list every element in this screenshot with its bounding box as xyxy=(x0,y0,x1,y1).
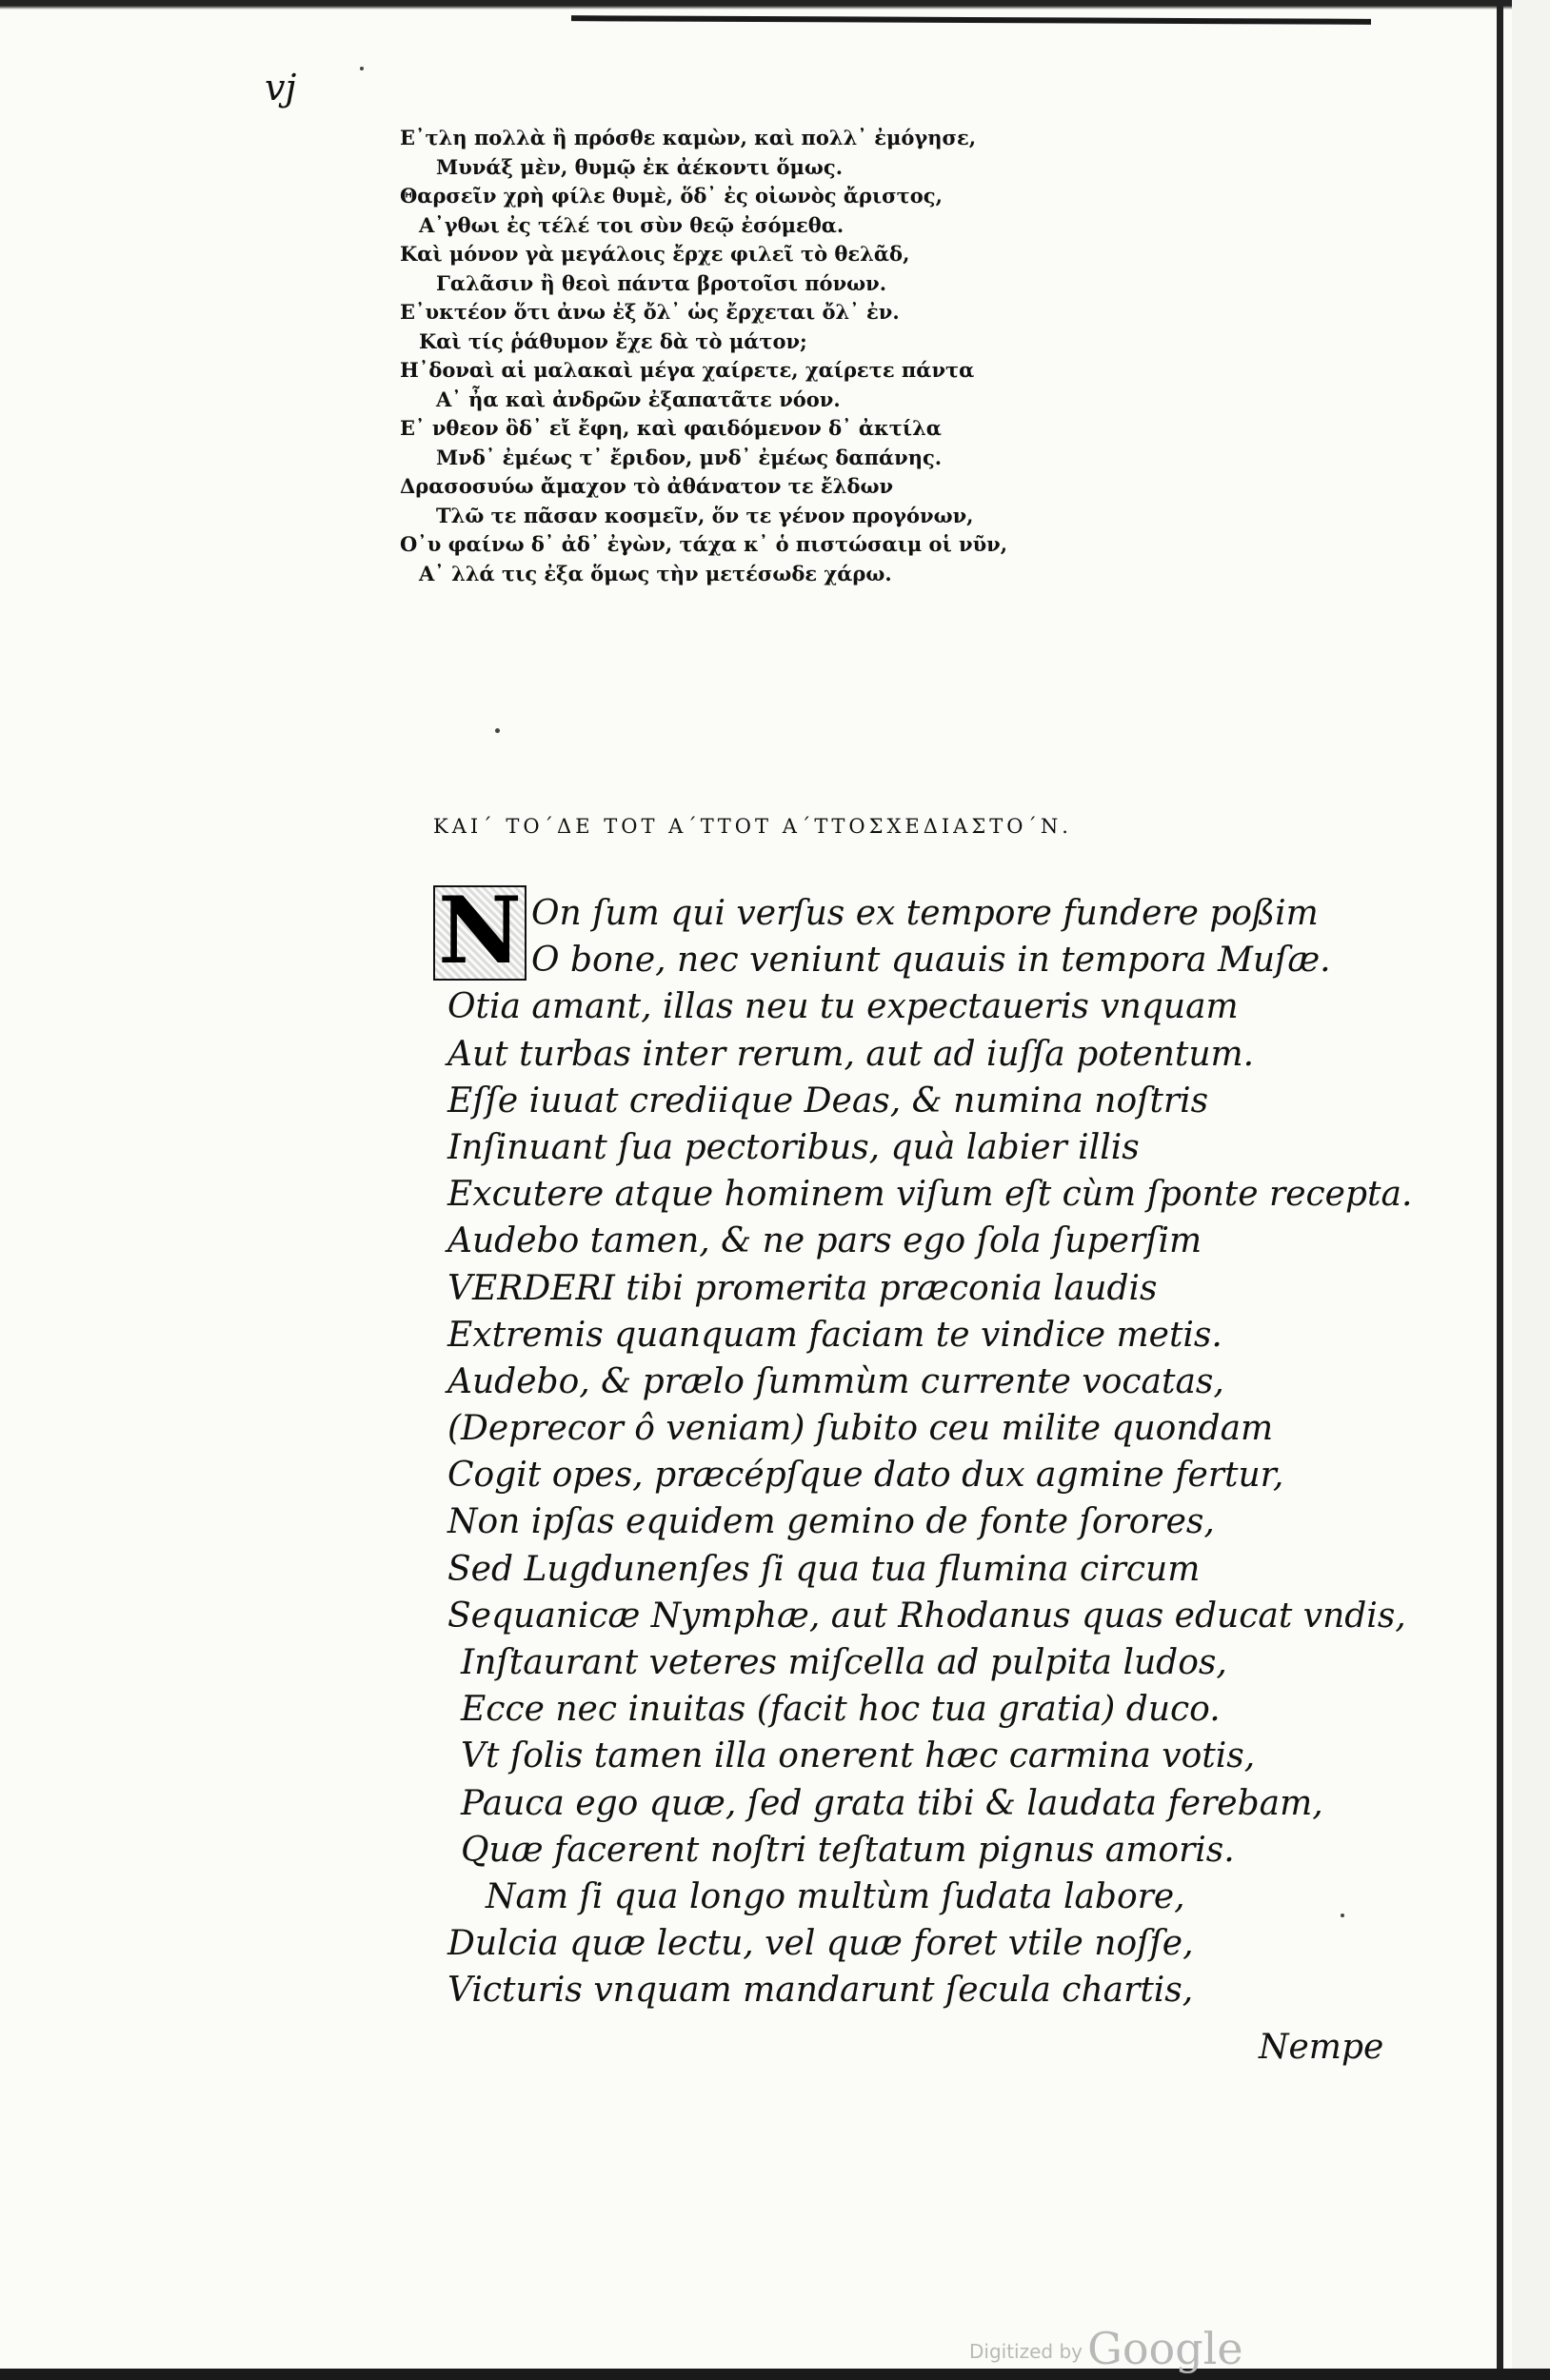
google-logo: Google xyxy=(1087,2323,1243,2374)
greek-line: Ο᾿υ φαίνω δ᾿ ἀδ᾿ ἐγὼν, τάχα κ᾿ ὁ πιστώσαιμ οἱ νῦν, xyxy=(400,532,1008,556)
latin-line: Excutere atque hominem viſum eſt cùm ſponte recepta. xyxy=(447,1175,1413,1215)
greek-poem xyxy=(400,124,1066,588)
ink-speck xyxy=(495,728,500,733)
ink-speck xyxy=(1341,1914,1344,1917)
greek-line: Η᾿δοναὶ αἱ μαλακαὶ μέγα χαίρετε, χαίρετε πάντα xyxy=(400,358,975,382)
digitized-watermark xyxy=(969,2323,1243,2374)
latin-line: VERDERI tibi promerita præconia laudis xyxy=(447,1268,1158,1308)
scan-edge-right xyxy=(1497,0,1503,2380)
latin-line: Quæ facerent noſtri teſtatum pignus amoris. xyxy=(461,1830,1235,1870)
latin-line: Non ipſas equidem gemino de fonte ſorores, xyxy=(447,1502,1215,1542)
ink-speck xyxy=(360,67,364,70)
greek-line: Γαλᾶσιν ἢ θεοὶ πάντα βροτοῖσι πόνων. xyxy=(436,270,887,295)
latin-line: Dulcia quæ lectu, vel quæ foret vtile noſſe, xyxy=(447,1924,1194,1964)
greek-line: Δρασοσυύω ἄμαχον τὸ ἀθάνατον τε ἔλδων xyxy=(400,474,894,498)
greek-line: Τλῶ τε πᾶσαν κοσμεῖν, ὅν τε γένον προγόνων, xyxy=(436,503,974,527)
greek-line: Ε᾿υκτέον ὅτι ἀνω ἐξ ὄλ᾿ ὡς ἔρχεται ὄλ᾿ ἐν. xyxy=(400,300,900,324)
greek-line: Ε᾿τλη πολλὰ ἢ πρόσθε καμὼν, καὶ πολλ᾿ ἐμόγησε, xyxy=(400,126,977,149)
latin-line: Ecce nec inuitas (facit hoc tua gratia) duco. xyxy=(461,1690,1221,1730)
greek-line: Μυνάξ μὲν, θυμῷ ἐκ ἀέκοντι ὅμως. xyxy=(436,154,844,179)
latin-line: O bone, nec veniunt quauis in tempora Muſæ. xyxy=(531,941,1331,981)
greek-line: Α᾿ ἦα καὶ ἀνδρῶν ἐξαπατᾶτε νόον. xyxy=(436,387,841,411)
latin-line: Otia amant, illas neu tu expectaueris vnquam xyxy=(447,987,1239,1027)
latin-line: Vt ſolis tamen illa onerent hæc carmina votis, xyxy=(461,1736,1256,1776)
greek-line: Καὶ τίς ῥάθυμον ἔχε δὰ τὸ μάτον; xyxy=(419,328,807,353)
greek-line: Α᾿γθωι ἐς τέλέ τοι σὺν θεῷ ἐσόμεθα. xyxy=(419,212,845,237)
latin-line: On ſum qui verſus ex tempore fundere poßim xyxy=(531,894,1319,933)
scan-margin-right xyxy=(1512,0,1550,2380)
scan-edge-bottom xyxy=(0,2369,1550,2380)
watermark-prefix: Digitized by xyxy=(969,2340,1083,2363)
latin-line: (Deprecor ô veniam) ſubito ceu milite quondam xyxy=(447,1409,1274,1449)
greek-line: Καὶ μόνον γὰ μεγάλοις ἔρχε φιλεῖ τὸ θελᾶδ, xyxy=(400,242,910,266)
section-heading: ΚΑΙ΄ ΤΟ΄ΔΕ ΤΟΤ Α΄ΤΤΟΤ Α΄ΤΤΟΣΧΕΔΙΑΣΤΟ΄Ν. xyxy=(433,815,1072,838)
greek-line: Θαρσεῖν χρὴ φίλε θυμὲ, ὅδ᾿ ἐς οἰωνὸς ἄριστος, xyxy=(400,184,943,208)
latin-line: Sequanicæ Nymphæ, aut Rhodanus quas educat vndis, xyxy=(447,1596,1406,1636)
greek-line: Μνδ᾿ ἐμέως τ᾿ ἔριδον, μνδ᾿ ἐμέως δαπάνης. xyxy=(436,445,943,469)
latin-line: Inſtaurant veteres miſcella ad pulpita ludos, xyxy=(461,1643,1227,1682)
page-number: vj xyxy=(265,67,297,109)
latin-line: Extremis quanquam faciam te vindice metis. xyxy=(447,1315,1222,1355)
greek-line: Ε᾿ νθεον ὃδ᾿ εἴ ἔφη, καὶ φαιδόμενον δ᾿ ἀκτίλα xyxy=(400,416,942,440)
latin-line: Pauca ego quæ, ſed grata tibi & laudata ferebam, xyxy=(461,1783,1323,1823)
latin-line: Audebo tamen, & ne pars ego ſola ſuperſim xyxy=(447,1221,1202,1261)
latin-line: Eſſe iuuat crediique Deas, & numina noſtris xyxy=(447,1081,1209,1121)
latin-line: Victuris vnquam mandarunt ſecula chartis, xyxy=(447,1971,1194,2011)
latin-line: Audebo, & prælo ſummùm currente vocatas, xyxy=(447,1361,1224,1401)
catchword: Nempe xyxy=(1259,2028,1384,2067)
initial-letter: N xyxy=(438,877,522,984)
latin-line: Sed Lugdunenſes ſi qua tua flumina circum xyxy=(447,1549,1201,1589)
latin-line: Cogit opes, præcépſque dato dux agmine fertur, xyxy=(447,1456,1284,1496)
latin-line: Aut turbas inter rerum, aut ad iuſſa potentum. xyxy=(447,1034,1255,1074)
latin-line: Nam ſi qua longo multùm ſudata labore, xyxy=(486,1876,1185,1916)
greek-line: Α᾿ λλά τις ἐξα ὅμως τὴν μετέσωδε χάρω. xyxy=(419,561,892,585)
latin-line: Inſinuant ſua pectoribus, quà labier illis xyxy=(447,1127,1140,1167)
latin-poem xyxy=(447,890,1413,2014)
